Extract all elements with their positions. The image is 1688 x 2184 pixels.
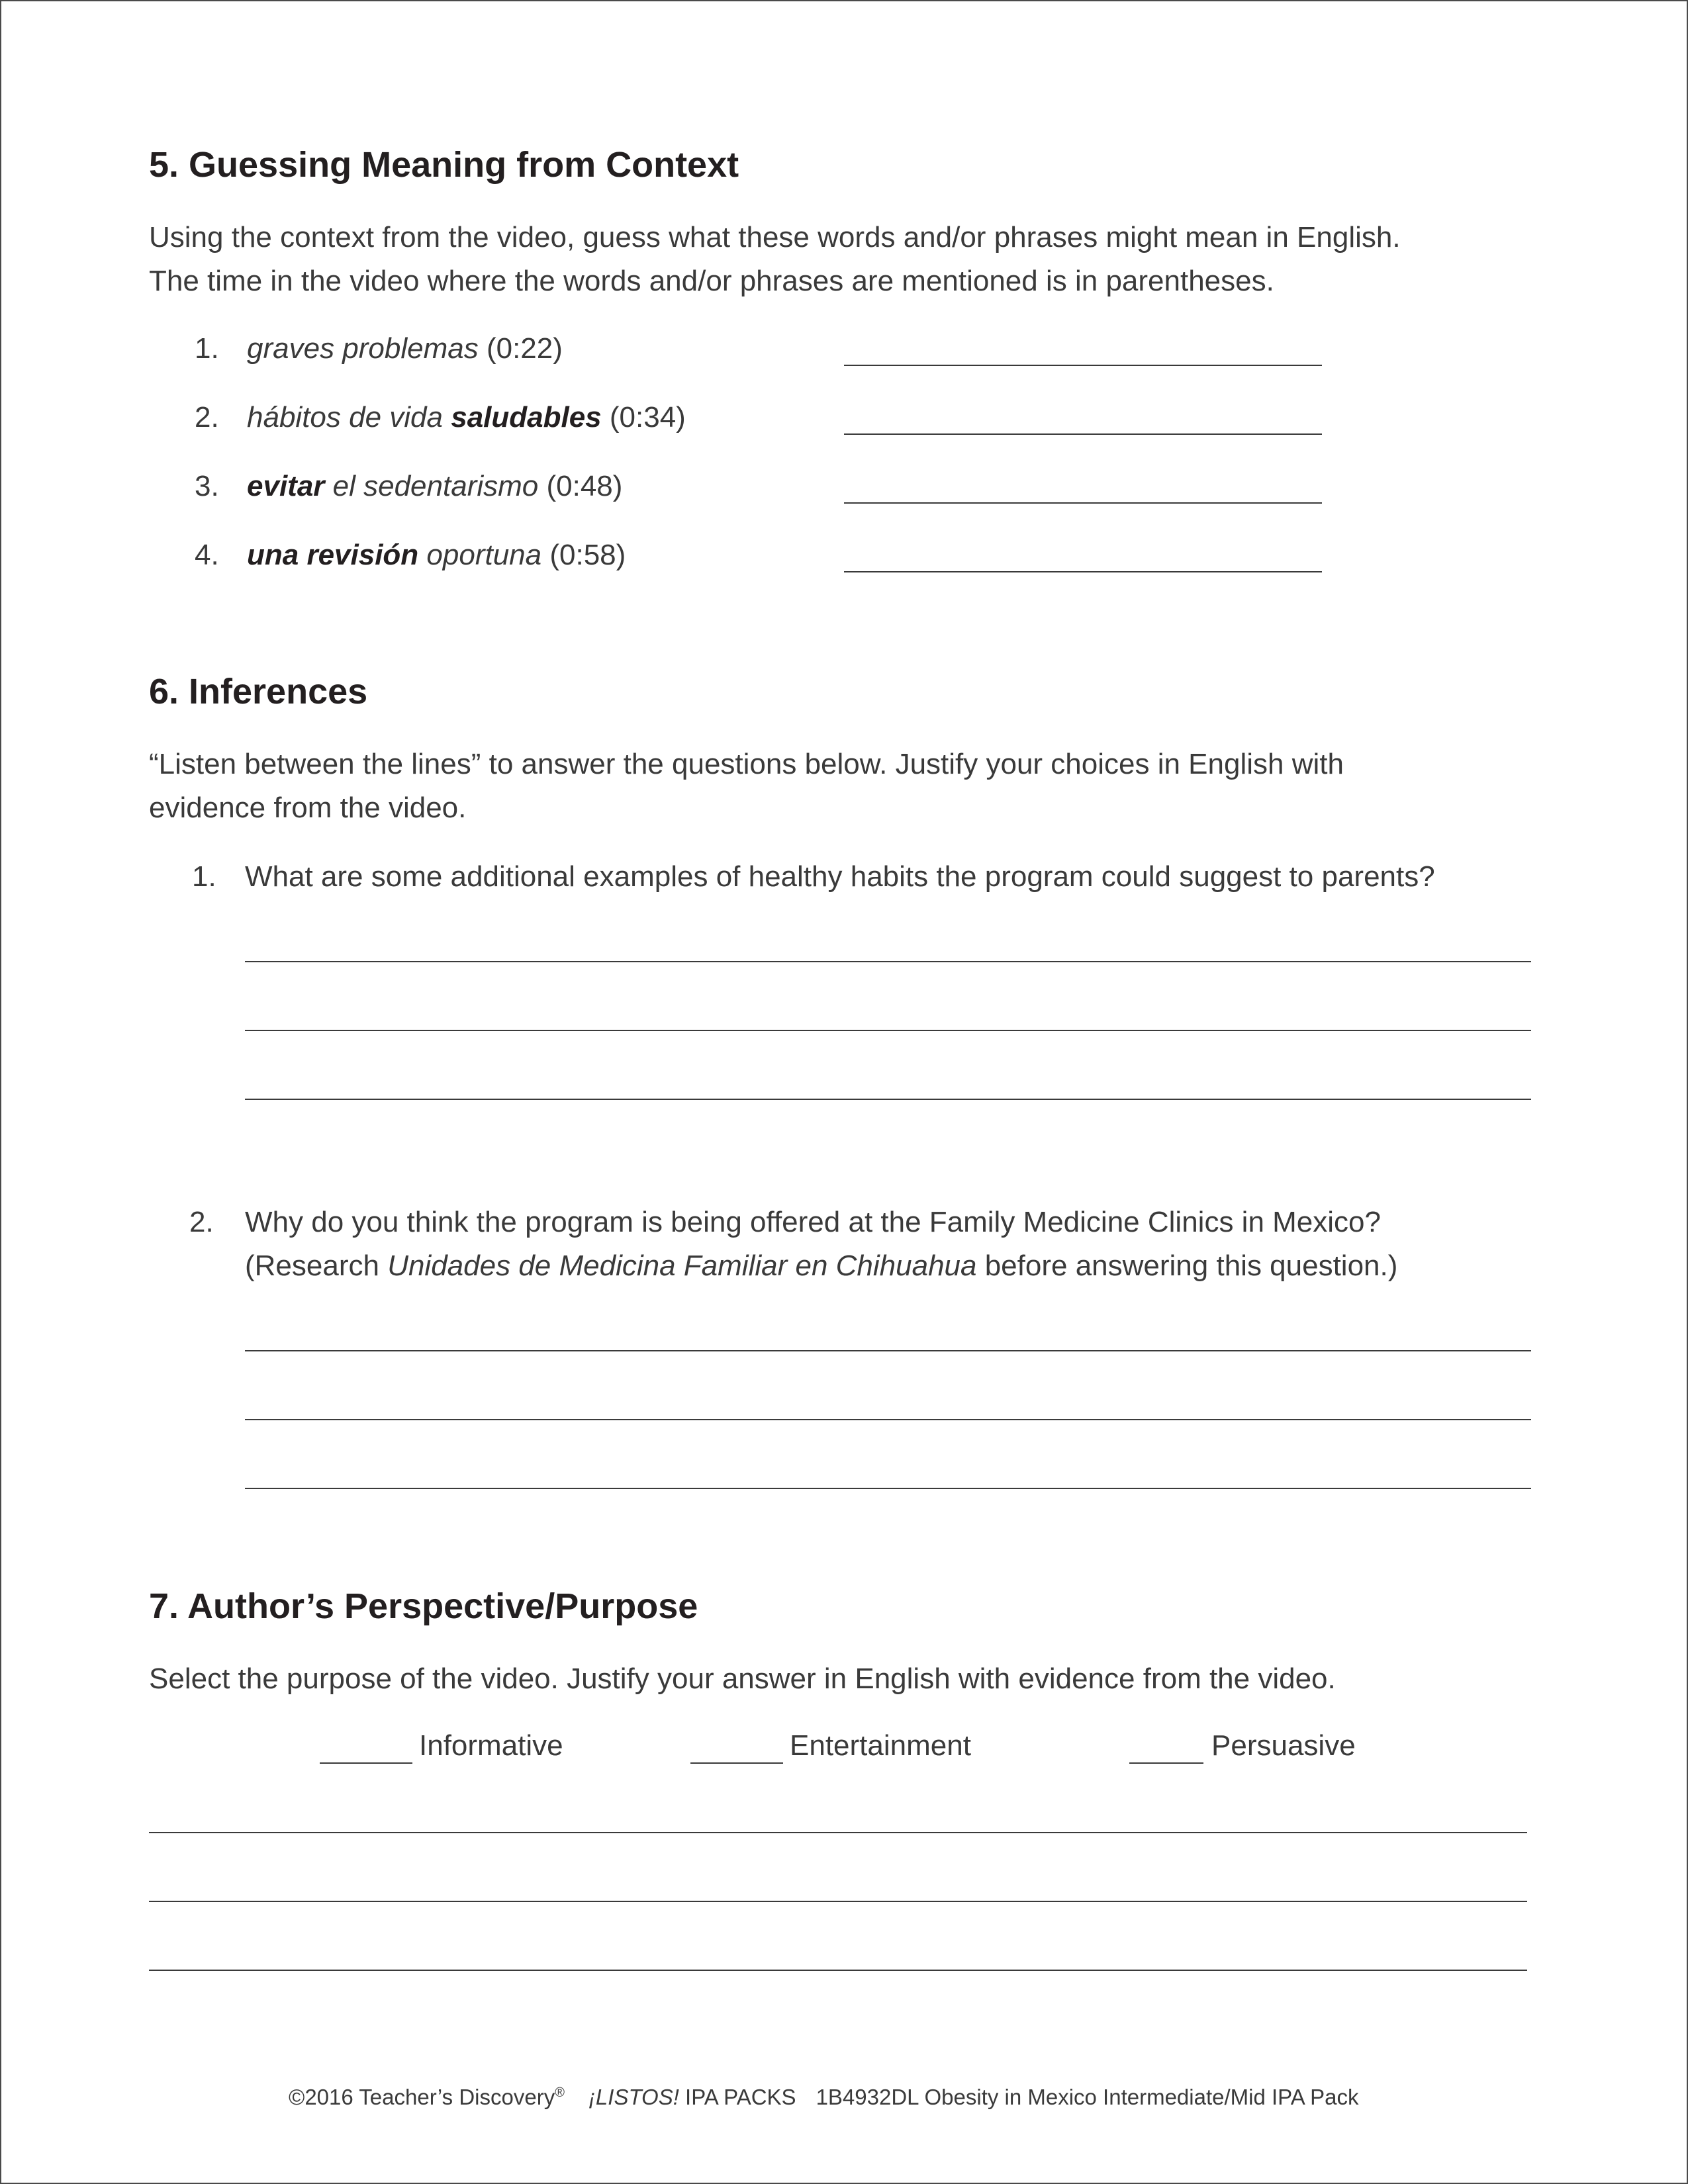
section-5-heading: 5. Guessing Meaning from Context bbox=[149, 145, 739, 185]
answer-line[interactable] bbox=[245, 1419, 1531, 1420]
answer-line[interactable] bbox=[245, 1350, 1531, 1351]
vocab-item-number: 3. bbox=[195, 470, 219, 502]
registered-mark: ® bbox=[555, 2085, 565, 2100]
vocab-item-phrase: hábitos de vida saludables (0:34) bbox=[247, 401, 686, 433]
section-6-instructions-line-1: “Listen between the lines” to answer the questions below. Justify your choices in English with bbox=[149, 748, 1344, 780]
option-blank[interactable] bbox=[690, 1762, 783, 1764]
vocab-answer-line[interactable] bbox=[844, 571, 1322, 572]
section-7-heading: 7. Author’s Perspective/Purpose bbox=[149, 1586, 698, 1626]
question-text-line-1: Why do you think the program is being offered at the Family Medicine Clinics in Mexico? bbox=[245, 1206, 1381, 1238]
question-text: What are some additional examples of healthy habits the program could suggest to parents? bbox=[245, 860, 1435, 893]
section-7-instructions: Select the purpose of the video. Justify your answer in English with evidence from the video. bbox=[149, 1662, 1336, 1695]
answer-line[interactable] bbox=[245, 961, 1531, 962]
vocab-item-number: 2. bbox=[195, 401, 219, 433]
question-text-line-2: (Research Unidades de Medicina Familiar en Chihuahua before answering this question.) bbox=[245, 1250, 1398, 1282]
option-label: Entertainment bbox=[790, 1729, 971, 1762]
answer-line[interactable] bbox=[245, 1030, 1531, 1031]
section-5-instructions-line-1: Using the context from the video, guess what these words and/or phrases might mean in English. bbox=[149, 221, 1401, 253]
question-number: 1. bbox=[192, 860, 216, 893]
option-label: Informative bbox=[419, 1729, 563, 1762]
vocab-answer-line[interactable] bbox=[844, 502, 1322, 504]
option-blank[interactable] bbox=[1129, 1762, 1203, 1764]
section-6-instructions-line-2: evidence from the video. bbox=[149, 792, 467, 824]
footer-series-title: ¡LISTOS! bbox=[588, 2085, 679, 2109]
answer-line[interactable] bbox=[149, 1970, 1527, 1971]
vocab-answer-line[interactable] bbox=[844, 433, 1322, 435]
option-blank[interactable] bbox=[320, 1762, 412, 1764]
footer-product: 1B4932DL Obesity in Mexico Intermediate/Mid IPA Pack bbox=[816, 2085, 1359, 2109]
section-5-instructions-line-2: The time in the video where the words and/or phrases are mentioned is in parentheses. bbox=[149, 265, 1274, 297]
vocab-item-phrase: una revisión oportuna (0:58) bbox=[247, 539, 626, 571]
answer-line[interactable] bbox=[149, 1832, 1527, 1833]
vocab-answer-line[interactable] bbox=[844, 365, 1322, 366]
vocab-item-number: 4. bbox=[195, 539, 219, 571]
answer-line[interactable] bbox=[245, 1488, 1531, 1489]
option-label: Persuasive bbox=[1211, 1729, 1356, 1762]
vocab-item-phrase: evitar el sedentarismo (0:48) bbox=[247, 470, 623, 502]
vocab-item-phrase: graves problemas (0:22) bbox=[247, 332, 563, 365]
section-6-heading: 6. Inferences bbox=[149, 672, 368, 711]
footer-copyright: ©2016 Teacher’s Discovery bbox=[289, 2085, 555, 2109]
footer bbox=[289, 2085, 1358, 2110]
question-number: 2. bbox=[189, 1206, 214, 1238]
answer-line[interactable] bbox=[149, 1901, 1527, 1902]
footer-series-rest: IPA PACKS bbox=[679, 2085, 796, 2109]
answer-line[interactable] bbox=[245, 1099, 1531, 1100]
vocab-item-number: 1. bbox=[195, 332, 219, 365]
